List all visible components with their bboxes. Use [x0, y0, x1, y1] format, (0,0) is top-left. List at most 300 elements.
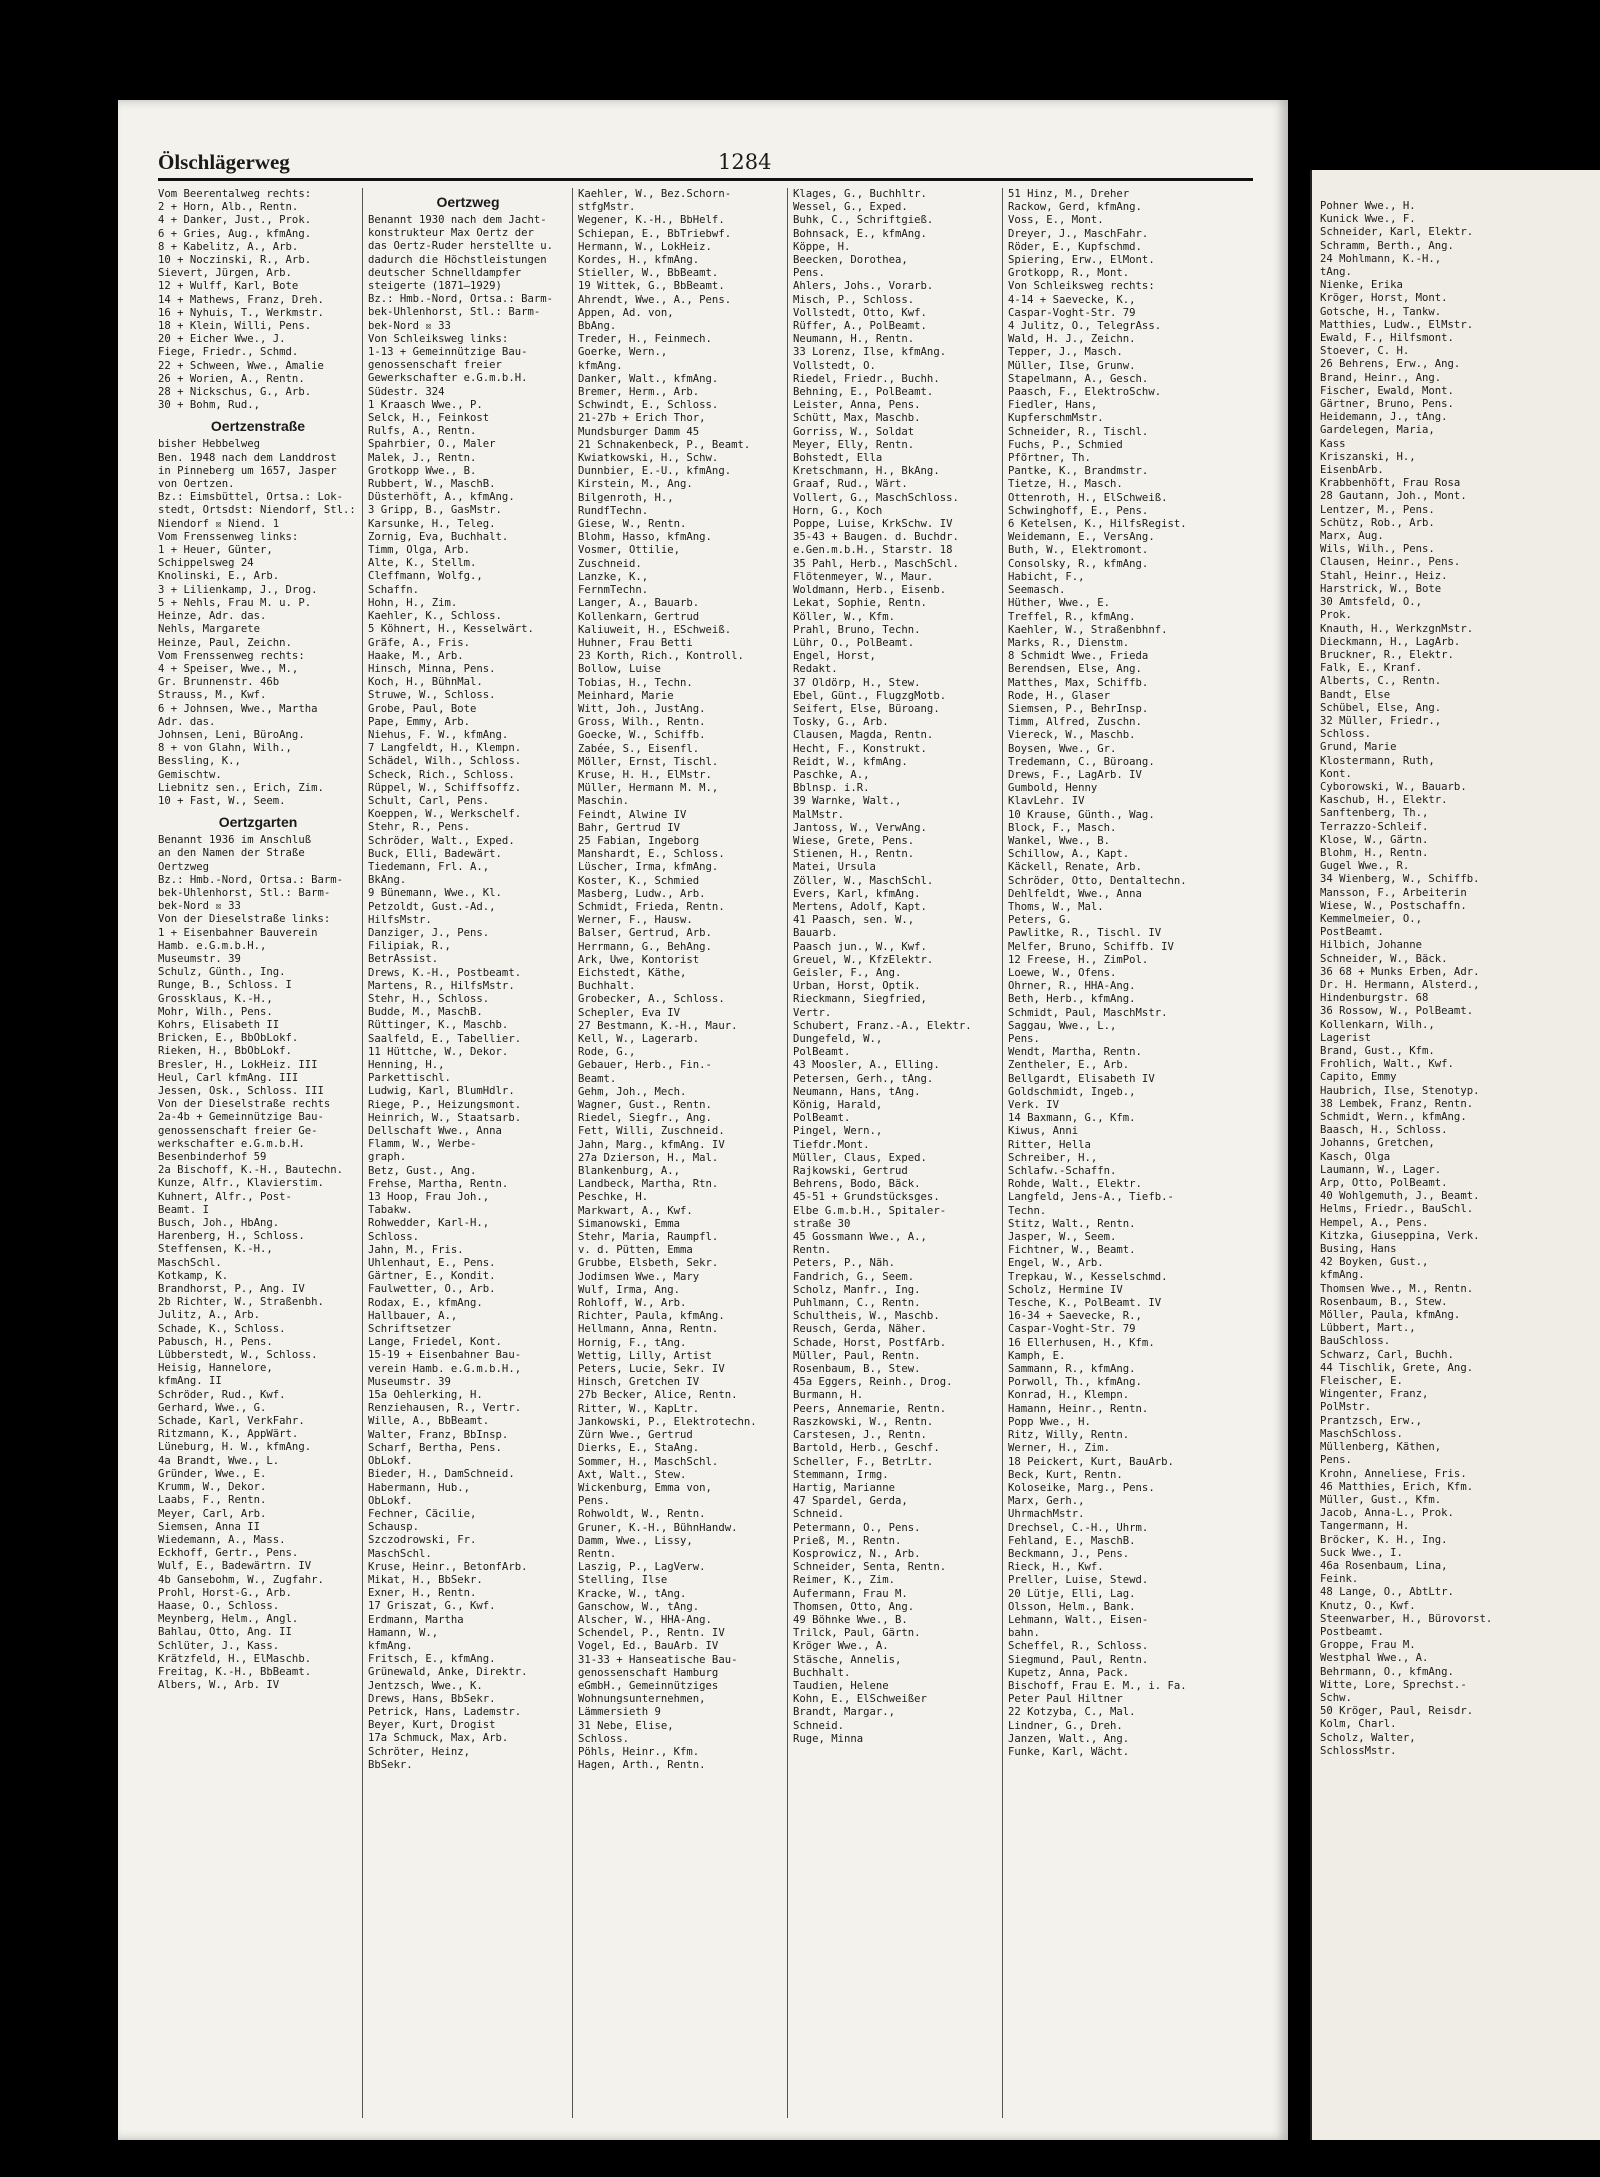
entry-line: Dierks, E., StaAng.	[578, 1442, 700, 1455]
entry-line: Loewe, W., Ofens.	[1008, 966, 1117, 979]
entry-line: Kupetz, Anna, Pack.	[1008, 1666, 1130, 1679]
entry-line: Krätzfeld, H., ElMaschb.	[158, 1652, 312, 1665]
entry-line: Scheffel, R., Schloss.	[1008, 1640, 1149, 1653]
entry-line: Fiedler, Hans,	[1008, 399, 1098, 412]
entry-line: Uhlenhaut, E., Pens.	[368, 1257, 496, 1270]
entry-line: Prahl, Bruno, Techn.	[793, 623, 921, 636]
entry-line: Pawlitke, R., Tischl. IV	[1008, 927, 1162, 940]
entry-line: Schloss.	[368, 1230, 420, 1243]
entry-line: Tangermann, H.	[1320, 1520, 1410, 1533]
entry-line: Ganschow, W., tAng.	[578, 1600, 700, 1613]
entry-line: Rieck, H., Kwf.	[1008, 1561, 1104, 1574]
entry-line: 22 Kotzyba, C., Mal.	[1008, 1706, 1136, 1719]
entry-line: Kirstein, M., Ang.	[578, 478, 693, 491]
entry-line: Behrens, Bodo, Bäck.	[793, 1178, 921, 1191]
entry-line: 4a Brandt, Wwe., L.	[158, 1454, 280, 1467]
entry-line: 21-27b + Erich Thor,	[578, 412, 706, 425]
entry-line: Riedel, Siegfr., Ang.	[578, 1112, 712, 1125]
entry-line: 16-34 + Saevecke, R.,	[1008, 1310, 1142, 1323]
entry-line: 27 Bestmann, K.-H., Maur.	[578, 1019, 738, 1032]
entry-line: Fischer, Ewald, Mont.	[1320, 384, 1454, 397]
entry-line: Düsterhöft, A., kfmAng.	[368, 491, 515, 504]
entry-line: Niendorf ☒ Niend. 1	[158, 517, 280, 530]
entry-line: 35 Pahl, Herb., MaschSchl.	[793, 557, 959, 570]
entry-line: Karsunke, H., Teleg.	[368, 517, 496, 530]
entry-line: Ahlers, Johs., Vorarb.	[793, 280, 934, 293]
entry-line: 1 Kraasch Wwe., P.	[368, 398, 483, 411]
entry-line: Stienen, H., Rentn.	[793, 848, 915, 861]
entry-line: 41 Paasch, sen. W.,	[793, 914, 915, 927]
entry-line: Aufermann, Frau M.	[793, 1587, 908, 1600]
entry-line: genossenschaft Hamburg	[578, 1666, 719, 1679]
entry-line: Bblnsp. i.R.	[793, 782, 870, 795]
entry-line: Puhlmann, C., Rentn.	[793, 1297, 921, 1310]
entry-line: Riege, P., Heizungsmont.	[368, 1098, 522, 1111]
entry-line: Dieckmann, H., LagArb.	[1320, 635, 1461, 648]
entry-line: 10 Krause, Günth., Wag.	[1008, 808, 1155, 821]
column-1	[158, 188, 363, 2118]
entry-line: Gebauer, Herb., Fin.-	[578, 1059, 712, 1072]
entry-line: BkAng.	[368, 874, 407, 887]
entry-line: Burmann, H.	[793, 1389, 864, 1402]
entry-line: Prohl, Horst-G., Arb.	[158, 1586, 292, 1599]
entry-line: Von Schleiksweg links:	[368, 332, 509, 345]
entry-line: Bresler, H., LokHeiz. III	[158, 1058, 318, 1071]
entry-line: 1 + Heuer, Günter,	[158, 544, 273, 557]
entry-line: Besenbinderhof 59	[158, 1151, 267, 1164]
entry-line: Caspar-Voght-Str. 79	[1008, 1323, 1136, 1336]
entry-line: Vollert, G., MaschSchloss.	[793, 491, 959, 504]
entry-line: Kell, W., Lagerarb.	[578, 1033, 700, 1045]
entry-line: Schloss.	[578, 1732, 630, 1745]
entry-line: Hamb. e.G.m.b.H.,	[158, 939, 267, 952]
entry-line: Witte, Lore, Sprechst.-	[1320, 1678, 1467, 1691]
entry-line: Heinze, Paul, Zeichn.	[158, 636, 292, 649]
column-3	[578, 188, 788, 2118]
entry-line: Lühr, O., PolBeamt.	[793, 636, 915, 649]
street-title: Ölschlägerweg	[158, 150, 290, 174]
entry-line: Brandhorst, P., Ang. IV	[158, 1283, 305, 1296]
entry-line: Siemsen, Anna II	[158, 1520, 261, 1533]
entry-line: Gärtner, Bruno, Pens.	[1320, 398, 1454, 411]
entry-line: Rodax, E., kfmAng.	[368, 1296, 483, 1309]
next-page-edge	[1310, 170, 1600, 2140]
entry-line: Hagen, Arth., Rentn.	[578, 1759, 706, 1772]
entry-line: Wingenter, Franz,	[1320, 1388, 1429, 1401]
entry-line: Kemmelmeier, O.,	[1320, 912, 1423, 925]
entry-line: Schepler, Eva IV	[578, 1006, 681, 1019]
entry-line: in Pinneberg um 1657, Jasper	[158, 464, 337, 477]
entry-line: MaschSchl.	[368, 1547, 432, 1560]
entry-line: Dehlfeldt, Wwe., Anna	[1008, 887, 1142, 900]
entry-line: Knauth, H., WerkzgnMstr.	[1320, 622, 1474, 635]
entry-line: KupferschmMstr.	[1008, 412, 1104, 425]
entry-line: Tepper, J., Masch.	[1008, 346, 1123, 359]
entry-line: Mundsburger Damm 45	[578, 425, 700, 438]
entry-line: Timm, Alfred, Zuschn.	[1008, 716, 1142, 729]
entry-line: Laumann, W., Lager.	[1320, 1163, 1442, 1176]
entry-line: Johanns, Gretchen,	[1320, 1137, 1435, 1150]
entry-line: Herrmann, G., BehAng.	[578, 940, 712, 953]
entry-line: Busch, Joh., HbAng.	[158, 1217, 280, 1230]
entry-line: PostBeamt.	[1320, 926, 1384, 939]
entry-line: 36 68 + Munks Erben, Adr.	[1320, 965, 1480, 978]
entry-line: Matthies, Ludw., ElMstr.	[1320, 318, 1474, 331]
entry-line: Kamph, E.	[1008, 1349, 1066, 1362]
entry-line: Grünewald, Anke, Direktr.	[368, 1666, 528, 1679]
entry-line: Marx, Aug.	[1320, 530, 1384, 543]
entry-line: Bandt, Else	[1320, 688, 1391, 701]
page-number: 1284	[718, 150, 772, 174]
entry-line: 17 Griszat, G., Kwf.	[368, 1600, 496, 1613]
entry-line: Schröder, Rud., Kwf.	[158, 1388, 286, 1401]
street-heading: Oertzgarten	[218, 814, 298, 831]
entry-line: Benannt 1930 nach dem Jacht-	[368, 214, 547, 226]
entry-line: Käckell, Renate, Arb.	[1008, 861, 1142, 874]
entry-line: Dreyer, J., MaschFahr.	[1008, 227, 1149, 240]
entry-line: Kass	[1320, 437, 1346, 450]
entry-line: Baasch, H., Schloss.	[1320, 1124, 1448, 1137]
entry-line: Pape, Emmy, Arb.	[368, 715, 471, 728]
column-2	[368, 188, 573, 2118]
entry-line: Damm, Wwe., Lissy,	[578, 1534, 693, 1547]
entry-line: Elbe G.m.b.H., Spitaler-	[793, 1204, 947, 1217]
entry-line: Ben. 1948 nach dem Landdrost	[158, 451, 337, 464]
entry-line: 37 Oldörp, H., Stew.	[793, 676, 921, 689]
entry-line: Schw.	[1320, 1691, 1352, 1704]
entry-line: 50 Kröger, Paul, Reisdr.	[1320, 1705, 1474, 1718]
entry-line: Bohstedt, Ella	[793, 452, 883, 465]
entry-line: BbAng.	[578, 320, 617, 333]
entry-line: Viereck, W., Maschb.	[1008, 729, 1136, 742]
entry-line: Schwarz, Carl, Buchh.	[1320, 1348, 1454, 1361]
entry-line: Köppe, H.	[793, 240, 851, 253]
entry-line: Bz.: Eimsbüttel, Ortsa.: Lok-	[158, 491, 343, 504]
entry-line: Carstesen, J., Rentn.	[793, 1429, 927, 1442]
entry-line: Wald, H. J., Zeichn.	[1008, 333, 1136, 346]
entry-line: 15-19 + Eisenbahner Bau-	[368, 1349, 522, 1362]
entry-line: eGmbH., Gemeinnütziges	[578, 1679, 719, 1692]
entry-line: Krohn, Anneliese, Fris.	[1320, 1467, 1467, 1480]
entry-line: Scheller, F., BetrLtr.	[793, 1455, 934, 1468]
entry-line: Jentzsch, Wwe., K.	[368, 1679, 483, 1692]
entry-line: Groppe, Frau M.	[1320, 1639, 1416, 1652]
entry-line: genossenschaft freier Ge-	[158, 1124, 318, 1137]
entry-line: 28 + Nickschus, G., Arb.	[158, 386, 312, 399]
entry-line: Behning, E., PolBeamt.	[793, 386, 934, 399]
entry-line: Schendel, P., Rentn. IV	[578, 1627, 725, 1640]
entry-line: Brandt, Margar.,	[793, 1706, 896, 1719]
entry-line: 21 Schnakenbeck, P., Beamt.	[578, 438, 751, 451]
entry-line: Schade, K., Schloss.	[158, 1322, 286, 1335]
entry-line: Petermann, O., Pens.	[793, 1521, 921, 1534]
entry-line: Pöhls, Heinr., Kfm.	[578, 1745, 700, 1758]
entry-line: Lanzke, K.,	[578, 570, 649, 583]
entry-line: Falk, E., Kranf.	[1320, 662, 1423, 675]
entry-line: Lübberstedt, W., Schloss.	[158, 1349, 318, 1362]
entry-line: Rajkowski, Gertrud	[793, 1165, 908, 1178]
entry-line: Schade, Karl, VerkFahr.	[158, 1415, 305, 1428]
entry-line: Gotsche, H., Tankw.	[1320, 305, 1442, 318]
street-heading: Oertzenstraße	[210, 418, 306, 435]
entry-line: Schubert, Franz.-A., Elektr.	[793, 1019, 972, 1032]
entry-line: Matei, Ursula	[793, 861, 876, 874]
entry-line: Scholz, Hermine IV	[1008, 1283, 1123, 1296]
entry-line: steigerte (1871—1929)	[368, 280, 502, 293]
entry-line: Wagner, Gust., Rentn.	[578, 1099, 712, 1112]
entry-line: Dr. H. Hermann, Alsterd.,	[1320, 978, 1480, 991]
entry-line: Scholz, Manfr., Ing.	[793, 1283, 921, 1296]
entry-line: Wegener, K.-H., BbHelf.	[578, 214, 725, 227]
entry-line: Rüttinger, K., Maschb.	[368, 1019, 509, 1032]
entry-line: Hermann, W., LokHeiz.	[578, 240, 712, 253]
entry-line: MaschSchl.	[158, 1256, 222, 1269]
entry-line: 43 Moosler, A., Elling.	[793, 1059, 940, 1072]
entry-line: Jasper, W., Seem.	[1008, 1231, 1117, 1244]
entry-line: deutscher Schnelldampfer	[368, 266, 522, 279]
entry-line: Hinsch, Gretchen IV	[578, 1376, 700, 1389]
entry-line: Eichstedt, Käthe,	[578, 966, 687, 979]
entry-line: Schwinghoff, E., Pens.	[1008, 504, 1149, 517]
entry-line: Rode, H., Glaser	[1008, 689, 1111, 702]
entry-line: Runge, B., Schloss. I	[158, 979, 292, 992]
entry-line: Fichtner, W., Beamt.	[1008, 1244, 1136, 1257]
entry-line: Schmidt, Paul, MaschMstr.	[1008, 1006, 1168, 1019]
entry-line: FernmTechn.	[578, 584, 649, 597]
entry-line: 19 Wittek, G., BbBeamt.	[578, 280, 725, 293]
entry-line: 11 Hüttche, W., Dekor.	[368, 1045, 509, 1058]
entry-line: Hüther, Wwe., E.	[1008, 597, 1111, 610]
entry-line: Ruge, Minna	[793, 1732, 864, 1745]
entry-line: Berendsen, Else, Ang.	[1008, 663, 1142, 676]
entry-line: Terrazzo-Schleif.	[1320, 820, 1429, 833]
entry-line: Kriszanski, H.,	[1320, 450, 1416, 463]
entry-line: Strauss, M., Kwf.	[158, 689, 267, 702]
directory-page	[118, 100, 1288, 2140]
entry-line: Evers, Karl, kfmAng.	[793, 887, 921, 900]
entry-line: Olsson, Helm., Bank.	[1008, 1600, 1136, 1613]
entry-line: Sievert, Jürgen, Arb.	[158, 267, 292, 280]
entry-line: Schiepan, E., BbTriebwf.	[578, 227, 732, 240]
entry-line: Kröger, Horst, Mont.	[1320, 292, 1448, 305]
entry-line: Benannt 1936 im Anschluß	[158, 834, 312, 847]
entry-line: Schneider, Senta, Rentn.	[793, 1561, 947, 1574]
entry-line: Busing, Hans	[1320, 1243, 1397, 1256]
entry-line: Greuel, W., KfzElektr.	[793, 953, 934, 966]
column-4	[793, 188, 1003, 2118]
entry-line: Schübel, Else, Ang.	[1320, 701, 1442, 714]
entry-line: Langer, A., Bauarb.	[578, 597, 700, 610]
entry-line: 10 + Fast, W., Seem.	[158, 794, 286, 807]
entry-line: Hindenburgstr. 68	[1320, 992, 1429, 1005]
entry-line: 12 + Wulff, Karl, Bote	[158, 280, 299, 293]
entry-line: Meynberg, Helm., Angl.	[158, 1613, 299, 1626]
entry-line: Müllenberg, Käthen,	[1320, 1441, 1442, 1454]
entry-line: Schwindt, E., Schloss.	[578, 399, 719, 412]
entry-line: Kröger Wwe., A.	[793, 1640, 889, 1653]
entry-line: PolMstr.	[1320, 1401, 1372, 1414]
entry-line: Renziehausen, R., Vertr.	[368, 1402, 522, 1415]
entry-line: Kunick Wwe., F.	[1320, 213, 1416, 226]
entry-line: Grobecker, A., Schloss.	[578, 993, 725, 1006]
entry-line: 51 Hinz, M., Dreher	[1008, 188, 1130, 200]
entry-line: Huhner, Frau Betti	[578, 636, 693, 649]
entry-line: Alberts, C., Rentn.	[1320, 675, 1442, 688]
entry-line: Gardelegen, Maria,	[1320, 424, 1435, 437]
entry-line: Lübbert, Mart.,	[1320, 1322, 1416, 1335]
entry-line: Drews, K.-H., Postbeamt.	[368, 966, 522, 979]
entry-line: Gumbold, Henny	[1008, 782, 1098, 795]
entry-line: 36 Rossow, W., PolBeamt.	[1320, 1005, 1474, 1018]
entry-line: Scholz, Walter,	[1320, 1731, 1416, 1744]
entry-line: Eckhoff, Gertr., Pens.	[158, 1547, 299, 1560]
entry-line: Timm, Olga, Arb.	[368, 544, 471, 557]
entry-line: Tabakw.	[368, 1204, 413, 1217]
entry-line: Kiwus, Anni	[1008, 1125, 1079, 1138]
entry-line: ObLokf.	[368, 1455, 413, 1468]
entry-line: Saggau, Wwe., L.,	[1008, 1019, 1117, 1032]
entry-line: Bremer, Herm., Arb.	[578, 386, 700, 399]
entry-line: Suck Wwe., I.	[1320, 1546, 1403, 1559]
entry-line: Block, F., Masch.	[1008, 821, 1117, 834]
entry-line: Gräfe, A., Fris.	[368, 636, 471, 649]
entry-line: Schneid.	[793, 1719, 845, 1732]
entry-line: Ebel, Günt., FlugzgMotb.	[793, 689, 947, 702]
entry-line: Rentn.	[578, 1547, 617, 1560]
entry-line: 4b Gansebohm, W., Zugfahr.	[158, 1573, 324, 1586]
entry-line: Pabusch, H., Pens.	[158, 1335, 273, 1348]
entry-line: bahn.	[1008, 1627, 1040, 1640]
entry-line: Drews, F., LagArb. IV	[1008, 768, 1142, 781]
entry-line: Axt, Walt., Stew.	[578, 1468, 687, 1481]
entry-line: Tesche, K., PolBeamt. IV	[1008, 1297, 1162, 1310]
entry-line: Von Schleiksweg rechts:	[1008, 280, 1155, 293]
entry-line: 6 Ketelsen, K., HilfsRegist.	[1008, 518, 1187, 531]
entry-line: Schade, Horst, PostfArb.	[793, 1336, 947, 1349]
entry-line: Petersen, Gerh., tAng.	[793, 1072, 934, 1085]
entry-line: Vertr.	[793, 1006, 832, 1019]
entry-line: Habicht, F.,	[1008, 570, 1085, 583]
entry-line: Gruner, K.-H., BühnHandw.	[578, 1521, 738, 1534]
entry-line: Rohde, Walt., Elektr.	[1008, 1178, 1142, 1191]
entry-line: Preller, Luise, Stewd.	[1008, 1574, 1149, 1587]
entry-line: Buck, Elli, Badewärt.	[368, 847, 502, 860]
entry-line: Feindt, Alwine IV	[578, 808, 687, 821]
entry-line: Stemmann, Irmg.	[793, 1468, 889, 1481]
page-header	[158, 150, 1253, 181]
entry-line: Gärtner, E., Kondit.	[368, 1270, 496, 1283]
entry-line: Martens, R., HilfsMstr.	[368, 979, 515, 992]
entry-line: Seemasch.	[1008, 584, 1066, 597]
entry-line: Werner, F., Hausw.	[578, 914, 693, 927]
entry-line: Stehr, H., Schloss.	[368, 992, 490, 1005]
entry-line: 5 Köhnert, H., Kesselwärt.	[368, 623, 534, 636]
entry-line: Stehr, Maria, Raumpfl.	[578, 1231, 719, 1244]
entry-line: Grotkopp, R., Mont.	[1008, 267, 1130, 280]
entry-line: Oertzweg	[158, 860, 210, 873]
entry-line: Klose, W., Gärtn.	[1320, 833, 1429, 846]
entry-line: Werner, H., Zim.	[1008, 1442, 1111, 1455]
entry-line: Kosprowicz, N., Arb.	[793, 1547, 921, 1560]
entry-line: Riedel, Friedr., Buchh.	[793, 372, 940, 385]
entry-line: Mertens, Adolf, Kapt.	[793, 900, 927, 913]
entry-line: e.Gen.m.b.H., Starstr. 18	[793, 544, 953, 557]
entry-line: UhrmachMstr.	[1008, 1508, 1085, 1521]
entry-line: Lämmersieth 9	[578, 1706, 661, 1719]
entry-line: 33 Lorenz, Ilse, kfmAng.	[793, 346, 947, 359]
entry-line: Schütz, Rob., Arb.	[1320, 516, 1435, 529]
entry-line: 26 Behrens, Erw., Ang.	[1320, 358, 1461, 371]
entry-line: Seifert, Else, Büroang.	[793, 702, 940, 715]
entry-line: Faulwetter, O., Arb.	[368, 1283, 496, 1296]
entry-line: Meyer, Carl, Arb.	[158, 1507, 267, 1520]
entry-line: Grobe, Paul, Bote	[368, 702, 477, 715]
entry-line: Woldmann, Herb., Eisenb.	[793, 584, 947, 597]
entry-line: Wille, A., BbBeamt.	[368, 1415, 490, 1428]
entry-line: Johnsen, Leni, BüroAng.	[158, 728, 305, 741]
entry-line: Schneider, W., Bäck.	[1320, 952, 1448, 965]
entry-line: Bilgenroth, H.,	[578, 491, 674, 504]
entry-line: Petrick, Hans, Lademstr.	[368, 1705, 522, 1718]
entry-line: Balser, Gertrud, Arb.	[578, 927, 712, 940]
entry-line: 4 + Speiser, Wwe., M.,	[158, 662, 299, 675]
entry-line: Kasch, Olga	[1320, 1150, 1391, 1163]
entry-line: Knolinski, E., Arb.	[158, 570, 280, 583]
entry-line: Brand, Gust., Kfm.	[1320, 1045, 1435, 1057]
entry-line: Meinhard, Marie	[578, 689, 674, 702]
entry-line: bisher Hebbelweg	[158, 438, 261, 451]
entry-line: Urban, Horst, Optik.	[793, 980, 921, 993]
entry-line: Techn.	[1008, 1204, 1047, 1217]
entry-line: 31-33 + Hanseatische Bau-	[578, 1653, 738, 1666]
entry-line: Matthes, Max, Schiffb.	[1008, 676, 1149, 689]
entry-line: Grotkopp Wwe., B.	[368, 464, 477, 477]
entry-line: Vollstedt, Otto, Kwf.	[793, 306, 927, 319]
entry-line: SchlossMstr.	[1320, 1744, 1397, 1757]
entry-line: Liebnitz sen., Erich, Zim.	[158, 781, 324, 794]
entry-line: Poppe, Luise, KrkSchw. IV	[793, 518, 953, 531]
entry-line: Maschin.	[578, 795, 630, 808]
entry-line: Ahrendt, Wwe., A., Pens.	[578, 293, 732, 306]
entry-line: Vosmer, Ottilie,	[578, 544, 681, 557]
entry-line: Masberg, Ludw., Arb.	[578, 887, 706, 900]
entry-line: Kohn, E., ElSchweißer	[793, 1693, 927, 1706]
entry-line: Sanftenberg, Th.,	[1320, 807, 1429, 820]
entry-line: HilfsMstr.	[368, 913, 432, 926]
entry-line: Blankenburg, A.,	[578, 1165, 681, 1178]
entry-line: Stahl, Heinr., Heiz.	[1320, 569, 1448, 582]
entry-line: Paschke, A.,	[793, 768, 870, 781]
entry-line: Funke, Karl, Wächt.	[1008, 1745, 1130, 1758]
entry-line: Hecht, F., Konstrukt.	[793, 742, 927, 755]
entry-line: Blohm, Hasso, kfmAng.	[578, 531, 712, 544]
entry-line: Schröter, Heinz,	[368, 1745, 471, 1758]
entry-line: Parkettischl.	[368, 1072, 451, 1085]
entry-line: Beamt. I	[158, 1203, 210, 1216]
entry-line: Hempel, A., Pens.	[1320, 1216, 1429, 1229]
entry-line: Helms, Friedr., BauSchl.	[1320, 1203, 1474, 1216]
entry-line: Haake, M., Arb.	[368, 649, 464, 662]
entry-line: Schult, Carl, Pens.	[368, 794, 490, 807]
entry-line: Vom Frenssenweg rechts:	[158, 649, 305, 662]
entry-line: Kitzka, Giuseppina, Verk.	[1320, 1229, 1480, 1242]
entry-line: Beyer, Kurt, Drogist	[368, 1719, 496, 1732]
entry-line: Raszkowski, W., Rentn.	[793, 1415, 934, 1428]
entry-line: 45-51 + Grundstücksges.	[793, 1191, 940, 1204]
entry-line: Harstrick, W., Bote	[1320, 582, 1442, 595]
entry-line: Bischoff, Frau E. M., i. Fa.	[1008, 1679, 1187, 1692]
entry-line: Markwart, A., Kwf.	[578, 1204, 693, 1217]
